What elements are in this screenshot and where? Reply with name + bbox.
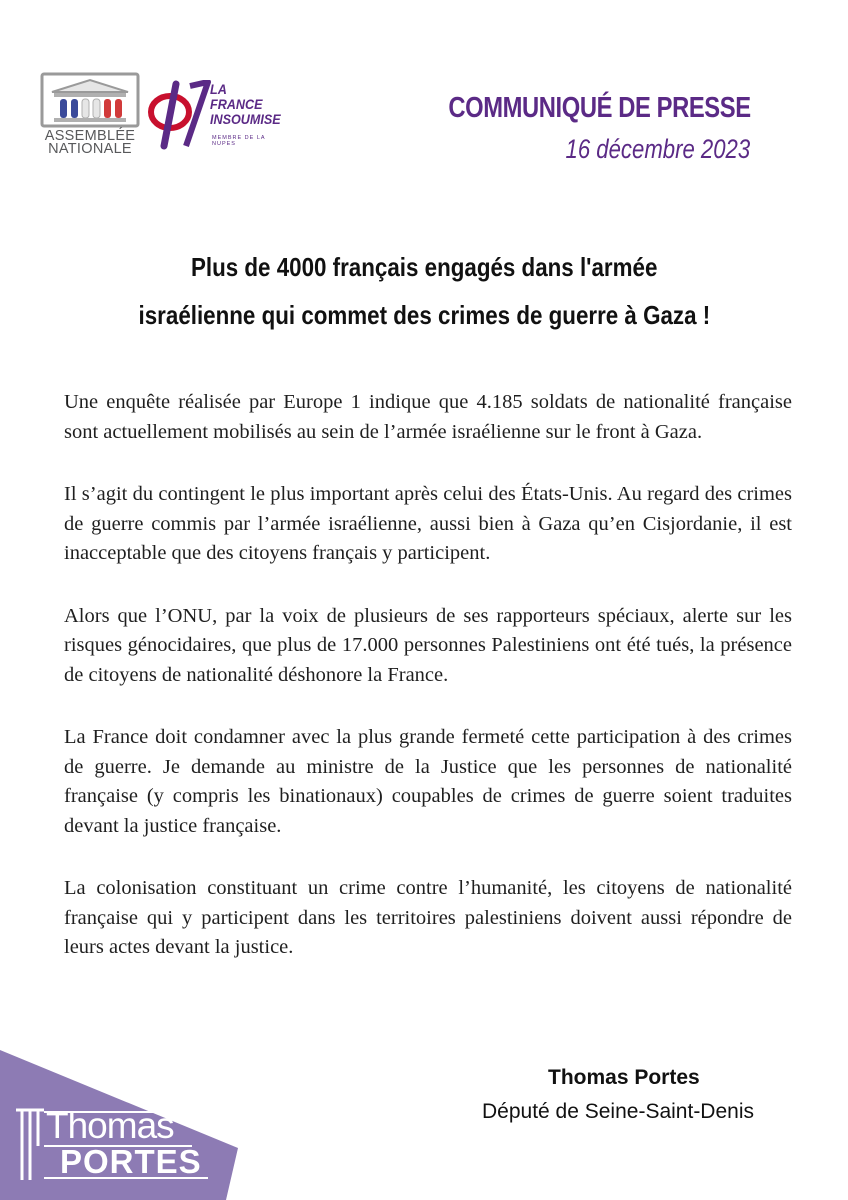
tp-logo-line2: PORTES xyxy=(60,1143,202,1180)
press-release-date: 16 décembre 2023 xyxy=(565,134,750,164)
assemblee-logo-line1: ASSEMBLÉE xyxy=(44,128,136,144)
lfi-logo xyxy=(146,80,286,152)
assemblee-logo-line2: NATIONALE xyxy=(48,141,132,157)
headline-line1: Plus de 4000 français engagés dans l'armée xyxy=(190,252,658,282)
lfi-logo-subtitle: MEMBRE DE LA NUPES xyxy=(212,135,266,147)
lfi-logo-line3: INSOUMISE xyxy=(210,111,281,127)
paragraph: La colonisation constituant un crime contre l’humanité, les citoyens de nationalité française qui y participent dans les territoires palestiniens doivent aussi répondre de leurs actes devant la justice. xyxy=(64,877,792,958)
assemblee-building-icon xyxy=(40,72,140,128)
press-release-title: COMMUNIQUÉ DE PRESSE xyxy=(448,92,751,124)
lfi-logo-line1: LA xyxy=(210,81,227,97)
tp-logo-line1: Thomas xyxy=(46,1105,174,1146)
lfi-logo-line2: FRANCE xyxy=(210,96,263,112)
paragraph: Une enquête réalisée par Europe 1 indique que 4.185 soldats de nationalité française sont actuellement mobilisés au sein de l’armée israélienne sur le front à Gaza. xyxy=(64,391,792,443)
paragraph: La France doit condamner avec la plus grande fermeté cette participation à des crimes de guerre. Je demande au ministre de la Justice que les personnes de nationalité française (y compris les binationaux) coupables de crimes de guerre soient traduites devant la justice française. xyxy=(64,726,792,837)
body-text xyxy=(64,388,792,996)
signature-role: Député de Seine-Saint-Denis xyxy=(482,1100,754,1123)
paragraph: Il s’agit du contingent le plus important après celui des États-Unis. Au regard des crimes de guerre commis par l’armée israélienne, aussi bien à Gaza qu’en Cisjordanie, il est inacceptable que des citoyens français y participent. xyxy=(64,483,792,564)
paragraph: Alors que l’ONU, par la voix de plusieurs de ses rapporteurs spéciaux, alerte sur les risques génocidaires, que plus de 17.000 personnes Palestiniens ont été tués, la présence de citoyens de nationalité déshonore la France. xyxy=(64,604,792,686)
signature-name: Thomas Portes xyxy=(548,1066,700,1089)
headline-line2: israélienne qui commet des crimes de guerre à Gaza ! xyxy=(138,300,710,330)
headline xyxy=(80,243,768,339)
thomas-portes-logo xyxy=(14,1106,214,1186)
phi-symbol-icon xyxy=(146,80,212,152)
assemblee-nationale-logo xyxy=(40,72,140,162)
